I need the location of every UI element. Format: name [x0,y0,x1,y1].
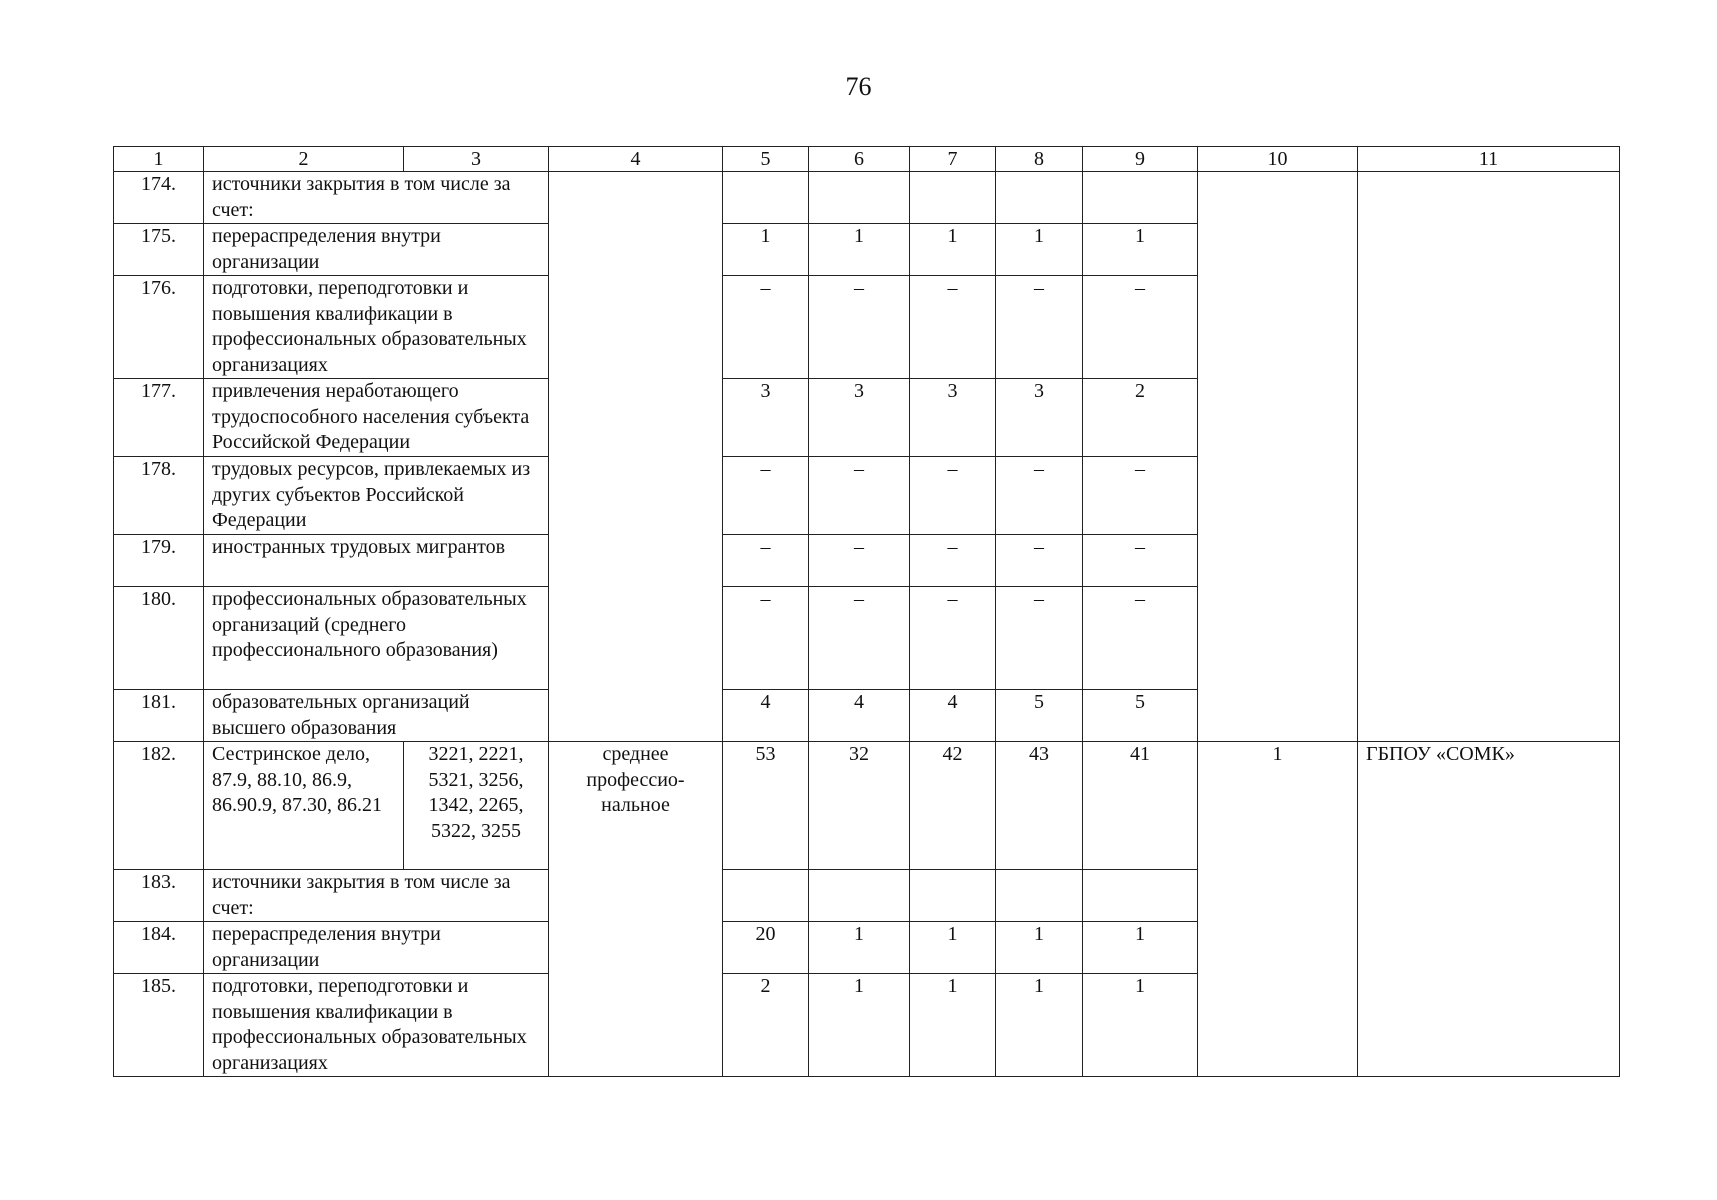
header-cell: 4 [549,147,723,172]
col11-empty [1358,172,1620,742]
value-cell [809,172,910,224]
value-cell: – [723,535,809,587]
occupation-codes: 3221, 2221, 5321, 3256, 1342, 2265, 5322, 3255 [404,742,549,870]
value-cell: – [910,457,996,535]
value-cell: 2 [1083,379,1198,457]
row-label: трудовых ресурсов, привлекаемых из других субъектов Российской Федерации [204,457,549,535]
row-number: 182. [114,742,204,870]
institution-name: ГБПОУ «СОМК» [1358,742,1620,1077]
value-cell: – [910,276,996,379]
row-number: 179. [114,535,204,587]
value-cell: 3 [996,379,1083,457]
value-cell: 2 [723,974,809,1077]
row-number: 176. [114,276,204,379]
value-cell [1083,172,1198,224]
row-label: источники закрытия в том числе за счет: [204,172,549,224]
value-cell: – [723,587,809,690]
value-cell: 1 [910,922,996,974]
header-cell: 11 [1358,147,1620,172]
table-row [114,742,1620,870]
value-cell: 32 [809,742,910,870]
value-cell: – [723,276,809,379]
profession-name: Сестринское дело, 87.9, 88.10, 86.9, 86.90.9, 87.30, 86.21 [204,742,404,870]
col10-empty [1198,172,1358,742]
value-cell: 1 [1083,922,1198,974]
education-level: среднее профессио-нальное [549,742,723,1077]
value-cell: – [996,587,1083,690]
value-cell [809,870,910,922]
row-number: 178. [114,457,204,535]
row-number: 175. [114,224,204,276]
value-cell [723,870,809,922]
col10-value: 1 [1198,742,1358,1077]
value-cell [1083,870,1198,922]
value-cell [910,870,996,922]
value-cell: 1 [1083,974,1198,1077]
education-cell-empty [549,172,723,742]
staffing-table [113,146,1620,1077]
value-cell [723,172,809,224]
value-cell: 5 [1083,690,1198,742]
row-number: 185. [114,974,204,1077]
header-cell: 6 [809,147,910,172]
value-cell: – [1083,276,1198,379]
header-cell: 5 [723,147,809,172]
header-cell: 8 [996,147,1083,172]
value-cell: – [1083,535,1198,587]
value-cell: 3 [723,379,809,457]
value-cell: 1 [910,974,996,1077]
value-cell: 43 [996,742,1083,870]
row-number: 174. [114,172,204,224]
value-cell: 1 [996,974,1083,1077]
value-cell: 5 [996,690,1083,742]
value-cell: – [809,587,910,690]
value-cell: – [996,535,1083,587]
row-label: образовательных организаций высшего образования [204,690,549,742]
value-cell: 1 [910,224,996,276]
value-cell: – [996,276,1083,379]
value-cell: 41 [1083,742,1198,870]
row-label: иностранных трудовых мигрантов [204,535,549,587]
column-header-row [114,147,1620,172]
value-cell: – [809,457,910,535]
value-cell: 3 [910,379,996,457]
value-cell: – [723,457,809,535]
value-cell: 4 [723,690,809,742]
row-label: подготовки, переподготовки и повышения квалификации в профессиональных образовательных организациях [204,974,549,1077]
value-cell: 1 [1083,224,1198,276]
row-label: профессиональных образовательных организаций (среднего профессионального образования) [204,587,549,690]
header-cell: 2 [204,147,404,172]
value-cell [996,172,1083,224]
header-cell: 9 [1083,147,1198,172]
value-cell: 1 [809,224,910,276]
row-label: источники закрытия в том числе за счет: [204,870,549,922]
value-cell: 3 [809,379,910,457]
value-cell: – [809,535,910,587]
row-label: привлечения неработающего трудоспособного населения субъекта Российской Федерации [204,379,549,457]
value-cell: 53 [723,742,809,870]
header-cell: 10 [1198,147,1358,172]
value-cell: – [809,276,910,379]
header-cell: 1 [114,147,204,172]
row-number: 177. [114,379,204,457]
value-cell [996,870,1083,922]
row-label: перераспределения внутри организации [204,224,549,276]
value-cell: 1 [996,922,1083,974]
value-cell: – [1083,457,1198,535]
value-cell: 1 [809,922,910,974]
value-cell [910,172,996,224]
row-number: 180. [114,587,204,690]
value-cell: – [1083,587,1198,690]
row-number: 181. [114,690,204,742]
value-cell: 4 [809,690,910,742]
row-number: 184. [114,922,204,974]
row-label: подготовки, переподготовки и повышения квалификации в профессиональных образовательных организациях [204,276,549,379]
value-cell: 1 [723,224,809,276]
value-cell: 1 [809,974,910,1077]
page-number: 76 [845,72,872,101]
value-cell: – [910,535,996,587]
value-cell: 20 [723,922,809,974]
value-cell: 42 [910,742,996,870]
value-cell: – [910,587,996,690]
value-cell: 1 [996,224,1083,276]
row-label: перераспределения внутри организации [204,922,549,974]
header-cell: 3 [404,147,549,172]
row-number: 183. [114,870,204,922]
value-cell: – [996,457,1083,535]
value-cell: 4 [910,690,996,742]
table-row [114,172,1620,224]
header-cell: 7 [910,147,996,172]
